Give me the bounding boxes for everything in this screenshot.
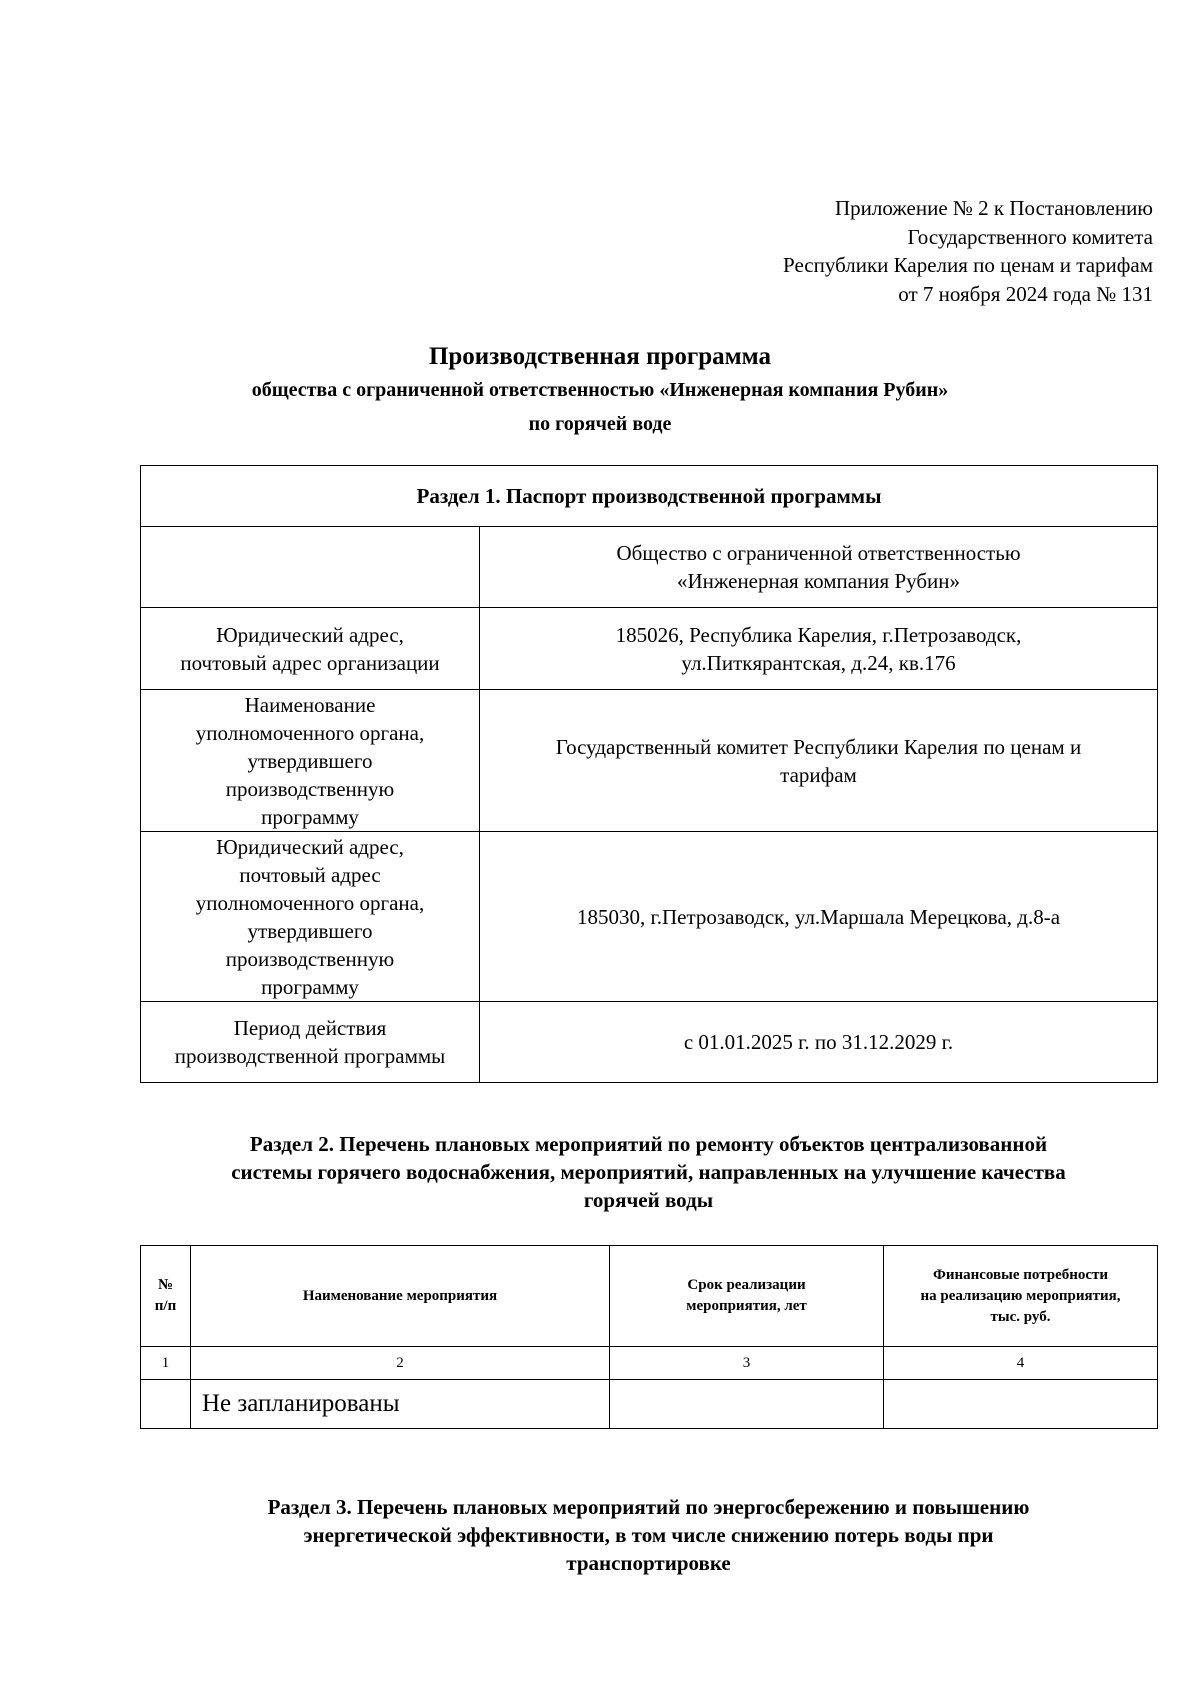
measures-table [140, 1245, 1158, 1429]
title-subject: по горячей воде [528, 413, 672, 435]
row-number [141, 1380, 191, 1429]
passport-label: Юридический адрес, почтовый адрес организации [141, 608, 480, 690]
title-organization: общества с ограниченной ответственностью «Инженерная компания Рубин» [251, 379, 949, 401]
appendix-line: Государственного комитета [907, 224, 1153, 249]
passport-label: Наименование уполномоченного органа, утвердившего производственную программу [141, 690, 480, 832]
passport-value: Общество с ограниченной ответственностью «Инженерная компания Рубин» [480, 527, 1158, 608]
column-number: 4 [884, 1347, 1158, 1380]
column-header: Финансовые потребности на реализацию мероприятия, тыс. руб. [884, 1246, 1158, 1347]
measure-term [610, 1380, 884, 1429]
passport-value: с 01.01.2025 г. по 31.12.2029 г. [480, 1002, 1158, 1083]
appendix-header [553, 194, 1153, 308]
column-header: № п/п [141, 1246, 191, 1347]
measure-cost [884, 1380, 1158, 1429]
appendix-line: Приложение № 2 к Постановлению [834, 196, 1153, 220]
passport-value: Государственный комитет Республики Карелия по ценам и тарифам [480, 690, 1158, 832]
column-number: 3 [610, 1347, 884, 1380]
section2-heading: Раздел 2. Перечень плановых мероприятий по ремонту объектов централизованной системы горячего водоснабжения, мероприятий, направленных на улучшение качества горячей воды [231, 1132, 1066, 1212]
measure-name: Не запланированы [191, 1380, 610, 1429]
passport-value: 185030, г.Петрозаводск, ул.Маршала Мерецкова, д.8-а [480, 832, 1158, 1002]
passport-value: 185026, Республика Карелия, г.Петрозаводск, ул.Питкярантская, д.24, кв.176 [480, 608, 1158, 690]
column-header: Наименование мероприятия [191, 1246, 610, 1347]
passport-table [140, 465, 1158, 1083]
column-number: 2 [191, 1347, 610, 1380]
appendix-line: от 7 ноября 2024 года № 131 [898, 281, 1153, 306]
passport-label [141, 527, 480, 608]
title-main: Производственная программа [428, 343, 772, 370]
appendix-line: Республики Карелия по ценам и тарифам [783, 253, 1153, 277]
section3-heading: Раздел 3. Перечень плановых мероприятий по энергосбережению и повышению энергетической эффективности, в том числе снижению потерь воды при транспортировке [267, 1495, 1030, 1575]
passport-label: Период действия производственной программы [141, 1002, 480, 1083]
column-number: 1 [141, 1347, 191, 1380]
passport-label: Юридический адрес, почтовый адрес уполномоченного органа, утвердившего производственную программу [141, 832, 480, 1002]
section1-heading: Раздел 1. Паспорт производственной программы [141, 466, 1158, 527]
column-header: Срок реализации мероприятия, лет [610, 1246, 884, 1347]
document-title [140, 340, 1060, 438]
